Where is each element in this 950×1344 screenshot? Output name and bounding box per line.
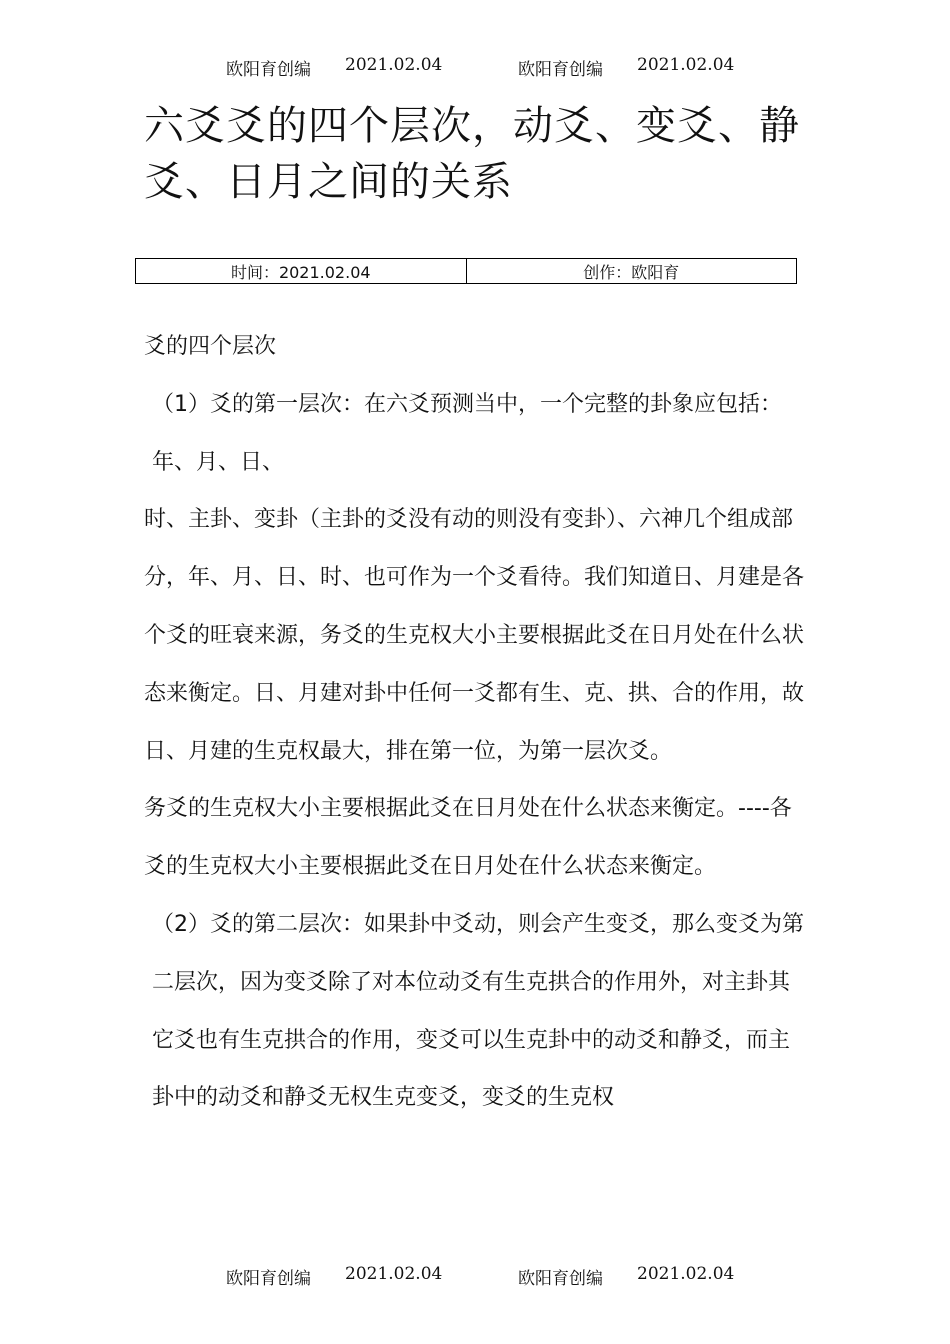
- document-body: [144, 318, 810, 1127]
- header-date-2: 2021.02.04: [637, 55, 735, 75]
- header-author-1: 欧阳育创编: [226, 60, 311, 80]
- meta-table: [135, 258, 797, 284]
- meta-time: 时间：2021.02.04: [230, 262, 371, 282]
- document-title: 六爻爻的四个层次，动爻、变爻、静爻、日月之间的关系: [144, 103, 800, 205]
- footer-date-2: 2021.02.04: [637, 1264, 735, 1284]
- paragraph-1: （1）爻的第一层次：在六爻预测当中，一个完整的卦象应包括：年、月、日、: [152, 391, 782, 475]
- footer-date-1: 2021.02.04: [345, 1264, 443, 1284]
- paragraph-2: 时、主卦、变卦（主卦的爻没有动的则没有变卦）、六神几个组成部分，年、月、日、时、也可作为一个爻看待。我们知道日、月建是各个爻的旺衰来源，务爻的生克权大小主要根据此爻在日月处在什么状态来衡定。日、月建对卦中任何一爻都有生、克、拱、合的作用，故日、月建的生克权最大，排在第一位，为第一层次爻。: [144, 507, 805, 764]
- header-author-2: 欧阳育创编: [518, 60, 603, 80]
- meta-creator: 创作：欧阳育: [466, 259, 797, 283]
- paragraph-heading: 爻的四个层次: [144, 334, 277, 359]
- paragraph-3: 务爻的生克权大小主要根据此爻在日月处在什么状态来衡定。----各爻的生克权大小主要根据此爻在日月处在什么状态来衡定。: [144, 796, 792, 880]
- header-date-1: 2021.02.04: [345, 55, 443, 75]
- footer-author-2: 欧阳育创编: [518, 1269, 603, 1289]
- paragraph-4: （2）爻的第二层次：如果卦中爻动，则会产生变爻，那么变爻为第二层次，因为变爻除了对本位动爻有生克拱合的作用外，对主卦其它爻也有生克拱合的作用，变爻可以生克卦中的动爻和静爻，而主卦中的动爻和静爻无权生克变爻，变爻的生克权: [152, 911, 804, 1111]
- footer-author-1: 欧阳育创编: [226, 1269, 311, 1289]
